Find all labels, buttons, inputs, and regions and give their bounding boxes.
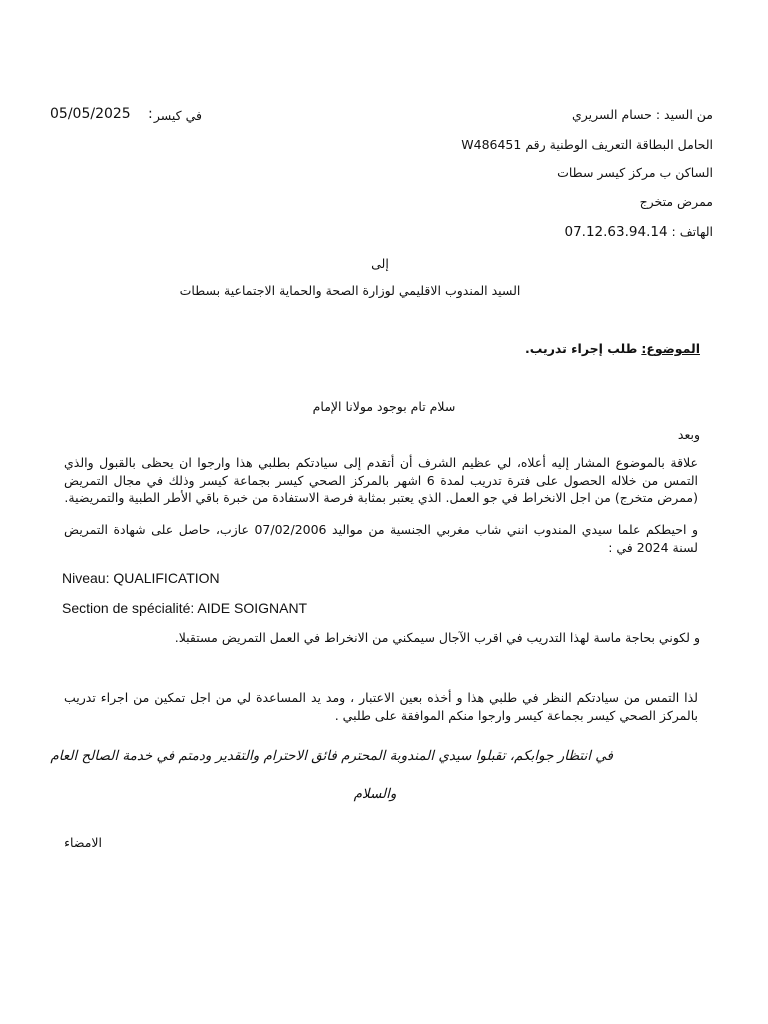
closing-line: في انتظار جوابكم، تقبلوا سيدي المندوبة المحترم فائق الاحترام والتقدير ودمتم في خدمة الصالح العام [50,748,613,764]
phone-label: الهاتف : [671,224,713,239]
residence-line: الساكن ب مركز كيسر سطات [557,165,713,180]
closing-salam: والسلام [353,786,397,802]
date-colon: : [148,106,153,122]
place-name: في كيسر [153,108,202,123]
phone-value: 07.12.63.94.14 [564,224,668,240]
wabaad: وبعد [677,427,700,442]
subject-line [525,340,700,357]
paragraph-background: و احيطكم علما سيدي المندوب انني شاب مغربي الجنسية من مواليد 07/02/2006 عازب، حاصل على شهادة التمريض لسنة 2024 في : [64,522,699,555]
paragraph-request: علاقة بالموضوع المشار إليه أعلاه، لي عظيم الشرف أن أتقدم إلى سيادتكم بطلبي هذا وارجوا ان يحظى بالقبول والذي التمس من خلاله الحصول على فترة تدريب لمدة 6 اشهر بالمركز الصحي كيسر بجماعة كيسر وذلك في مجال التمريض (ممرض متخرج) من اجل الانخراط في جو العمل. الذي يعتبر بمثابة فرصة الاستفادة من خبرة باقي الأطر الطبية والتمريضية. [64,455,698,505]
niveau-line: Niveau: QUALIFICATION [62,570,220,586]
phone-line [564,223,713,241]
signature-label: الامضاء [64,835,102,850]
greeting: سلام تام بوجود مولانا الإمام [312,399,456,414]
recipient-addressee: السيد المندوب الاقليمي لوزارة الصحة والحماية الاجتماعية بسطات [179,283,521,298]
section-line: Section de spécialité: AIDE SOIGNANT [62,600,308,616]
paragraph-need: و لكوني بحاجة ماسة لهذا التدريب في اقرب الآجال سيمكني من الانخراط في العمل التمريض مستقبلا. [174,630,700,645]
paragraph-plea: لذا التمس من سيادتكم النظر في طلبي هذا و أخذه بعين الاعتبار ، ومد يد المساعدة لي من اجل تمكين من اجراء تدريب بالمركز الصحي كيسر بجماعة كيسر وارجوا منكم الموافقة على طلبي . [64,690,698,723]
profession-line: ممرض متخرج [639,194,713,209]
date-value: 05/05/2025 [50,106,131,122]
subject-label: الموضوع: [641,341,700,356]
subject-text: طلب إجراء تدريب. [525,341,638,356]
id-card-line: الحامل البطاقة التعريف الوطنية رقم W486451 [461,137,713,152]
to-label: إلى [371,256,389,271]
sender-name: من السيد : حسام السريري [572,107,713,122]
